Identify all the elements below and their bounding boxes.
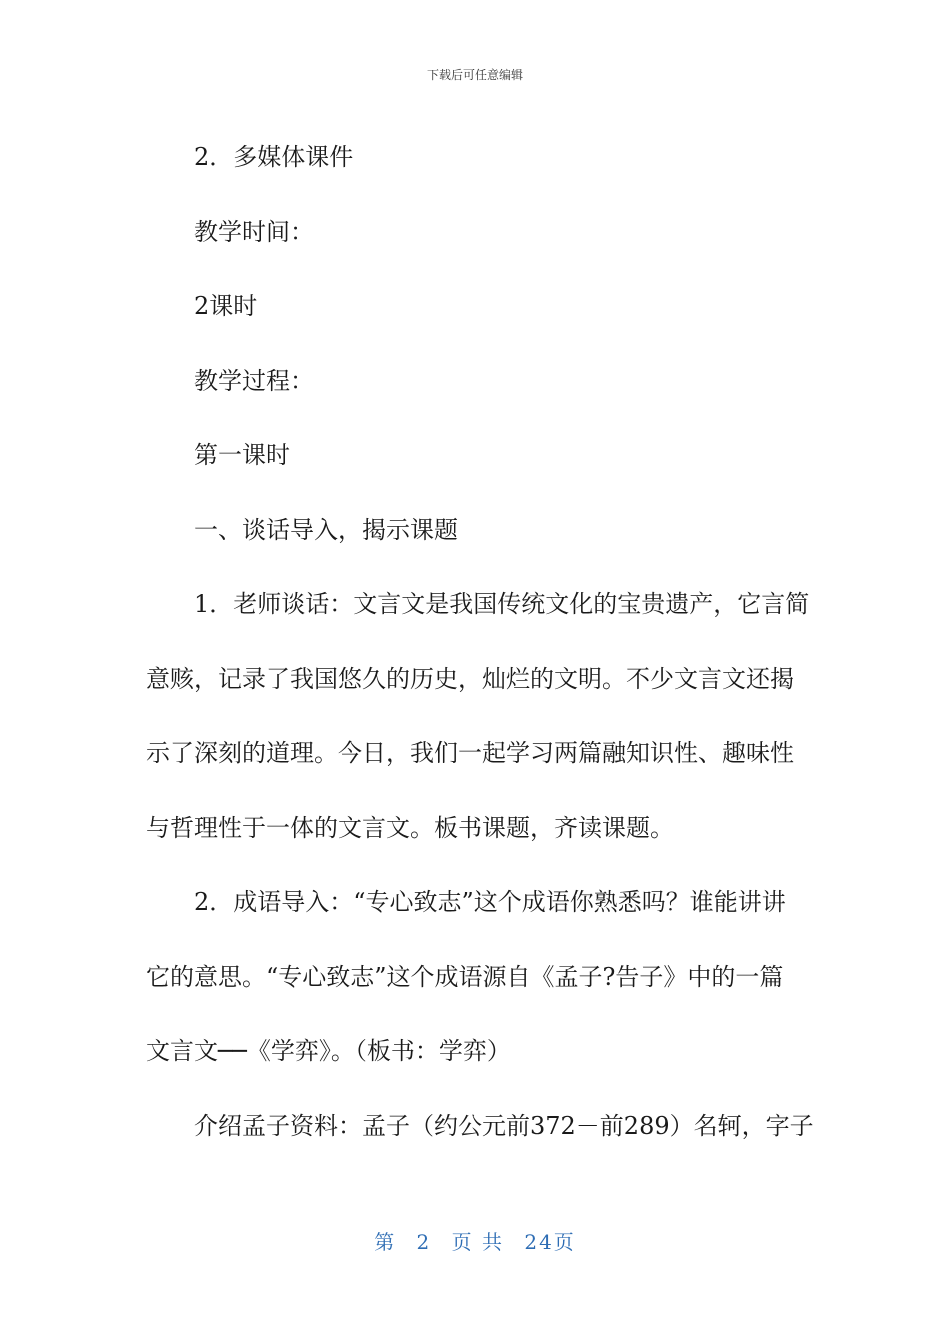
footer-prefix: 第 (374, 1230, 397, 1254)
text-line: 与哲理性于一体的文言文。板书课题，齐读课题。 (146, 813, 674, 842)
text-line: 教学过程： (194, 366, 314, 395)
text-line: 文言文──《学弈》。（板书：学弈） (146, 1037, 511, 1065)
text-line: 教学时间： (194, 217, 314, 246)
text-line: 2课时 (194, 292, 258, 320)
text-line: 2．多媒体课件 (194, 143, 354, 171)
footer-middle: 页 共 (451, 1230, 504, 1254)
text-line: 1．老师谈话：文言文是我国传统文化的宝贵遗产，它言简 (194, 590, 810, 618)
text-line: 2．成语导入：“专心致志”这个成语你熟悉吗？谁能讲讲 (194, 888, 786, 916)
footer-page-number: 2 (416, 1230, 432, 1254)
text-line: 介绍孟子资料：孟子（约公元前372－前289）名轲，字子 (194, 1111, 814, 1140)
document-body (146, 120, 814, 1163)
footer-total-pages: 24页 (524, 1230, 576, 1254)
text-line: 它的意思。“专心致志”这个成语源自《孟子?告子》中的一篇 (146, 962, 784, 991)
page-footer (0, 1226, 950, 1255)
text-line: 一、谈话导入，揭示课题 (194, 515, 458, 544)
text-line: 示了深刻的道理。今日，我们一起学习两篇融知识性、趣味性 (146, 739, 794, 767)
text-line: 第一课时 (194, 441, 290, 469)
text-line: 意赅，记录了我国悠久的历史，灿烂的文明。不少文言文还揭 (146, 664, 794, 693)
page-header: 下载后可任意编辑 (426, 68, 523, 82)
text-lines (146, 120, 814, 1163)
